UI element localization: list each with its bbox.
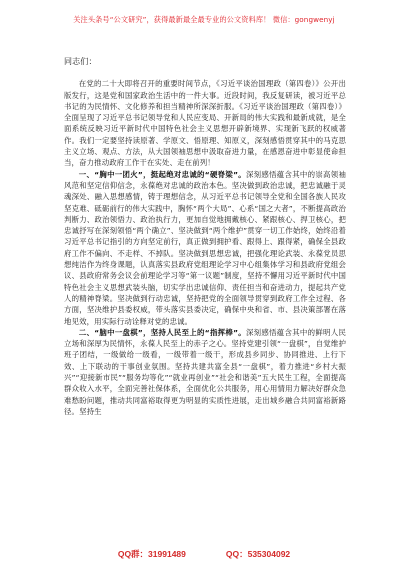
paragraph-text: 深刻感悟蕴含其中的崇高领袖风范和坚定信仰信念，永葆绝对忠诚的政治本色。坚决做到政治忠诚，把忠诚融于灵魂深处、融入思想感情，铸于理想信念，从习近平总书记领导全党和全国各族人民攻坚克难、砥砺前行的伟大实践中，胸怀“两个大局”、心系“国之大者”，不断提高政治判断力、政治领悟力、政治执行力，更加自觉地拥戴核心、紧跟核心、捍卫核心，把忠诚抒写在深刻领悟“两个确立”、坚决做到“两个维护”贯穿一切工作始终，始终沿着习近平总书记指引的方向坚定前行，真正做到拥护看、跟得上、跟得紧，确保全县政府工作不偏向、不走样、不掉队。坚决做到思想忠诚，把强化理论武装、永葆党员思想纯洁作为终身课题，认真落实县政府党组理论学习中心组集体学习和县政府党组会议、县政府常务会议会前理论学习等“第一议题”制度，坚持不懈用习近平新时代中国特色社会主义思想武装头脑，切实学出忠诚信仰、责任担当和奋进动力，提起共产党人的精神脊梁。坚决做到行动忠诚，坚持把党的全面领导贯穿到政府工作全过程、各方面，坚决维护县委权威，带头落实县委决定，确保中央和省、市、县决策部署在落地见效，用实际行动诠释对党的忠诚。 [64, 169, 346, 326]
paragraph-text: 在党的二十大即将召开的重要时间节点，《习近平谈治国理政（第四卷）》公开出版发行，这是党和国家政治生活中的一件大事。近段时间，我反复研读，被习近平总书记的为民情怀、文化修养和担当精神所深深折服。《习近平谈治国理政（第四卷）》全面呈现了习近平总书记领导党和人民应变局、开新局的伟大实践和最新成就，是全面系统反映习近平新时代中国特色社会主义思想开辟新境界、实现新飞跃的权威著作。我们一定要坚持读原著、学原文、悟原理、知原义，深刻感悟贯穿其中的马克思主义立场、观点、方法，从大国领袖思想中汲取奋进力量，在感恩奋进中彰显使命担当，奋力推动政府工作干在实处、走在前列！ [64, 79, 346, 168]
promo-line: 关注头条号“公文研究”，获得最新最全最专业的公文资料库！ 微信：gongwenyj [73, 14, 335, 24]
qq-group: QQ群：31991489 [117, 549, 186, 559]
promo-banner-text [39, 14, 369, 25]
qq-number: QQ：535304092 [225, 549, 291, 559]
paragraph-intro [64, 78, 346, 168]
contact-footer [0, 548, 408, 564]
section-heading: 二、“脑中一盘棋”，坚持人民至上的“指挥棒”。 [78, 327, 246, 337]
section-heading: 一、“胸中一团火”，挺起绝对忠诚的“硬脊梁”。 [78, 169, 246, 179]
salutation: 同志们： [64, 57, 97, 66]
paragraph-section-2 [64, 327, 346, 417]
paragraph-section-1 [64, 169, 346, 327]
document-body [64, 56, 346, 417]
promo-banner [0, 2, 408, 36]
paragraph-text: 深刻感悟蕴含其中的鲜明人民立场和深厚为民情怀，永葆人民至上的赤子之心。坚持党建引领“一盘棋”，自觉维护班子团结，一级做给一级看，一级带着一级干，形成县乡同步、协同推进、上行下效、上下联动的干事创业氛围。坚持共建共富全县“一盘棋”，着力推进“乡村大振兴”“迎接新市民”“服务均等化”“就业再创业”“社会和谐美”五大民生工程，全面提高群众收入水平，全面完善社保体系，全面优化公共服务，用心用情用力解决好群众急难愁盼问题，推动共同富裕取得更为明显的实质性进展，走出城乡融合共同富裕新路径。坚持生 [64, 327, 346, 416]
